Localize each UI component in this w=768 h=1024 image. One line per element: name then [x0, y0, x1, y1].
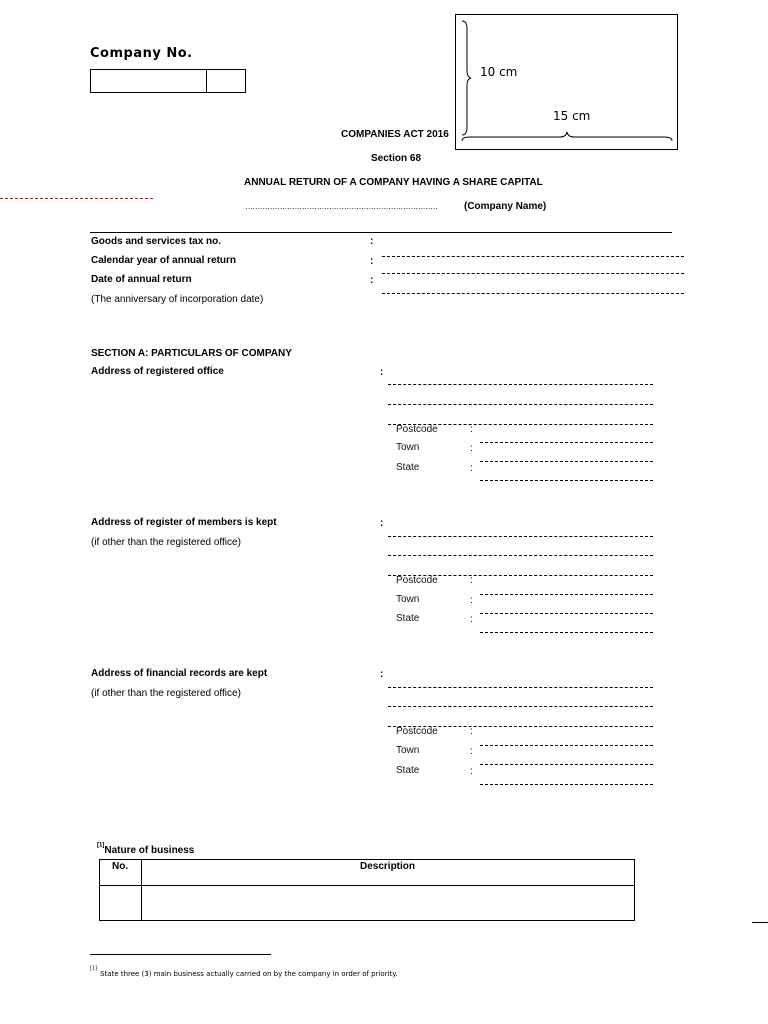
- table-cell-no[interactable]: [100, 886, 141, 920]
- financial-records-town-label: Town: [396, 745, 420, 756]
- calendar-year-input[interactable]: [382, 273, 684, 274]
- business-table: [99, 859, 635, 921]
- width-label: 15 cm: [553, 109, 591, 123]
- gst-input[interactable]: [382, 256, 684, 257]
- members-register-label: Address of register of members is kept: [91, 517, 277, 528]
- financial-records-label: Address of financial records are kept: [91, 668, 268, 679]
- table-cell-description[interactable]: [142, 886, 634, 920]
- financial-records-postcode-colon: :: [470, 726, 473, 737]
- members-register-postcode-label: Postcode: [396, 575, 438, 586]
- company-no-label: Company No.: [90, 46, 193, 61]
- company-name-label: (Company Name): [464, 201, 547, 212]
- section-a-title: SECTION A: PARTICULARS OF COMPANY: [91, 348, 292, 359]
- date-note: (The anniversary of incorporation date): [91, 294, 264, 305]
- financial-records-line-2[interactable]: [388, 706, 653, 707]
- act-title: COMPANIES ACT 2016: [341, 129, 449, 140]
- date-input[interactable]: [382, 293, 684, 294]
- registered-office-line-2[interactable]: [388, 404, 653, 405]
- calendar-year-label: Calendar year of annual return: [91, 255, 237, 266]
- members-register-line-2[interactable]: [388, 555, 653, 556]
- registered-office-town-label: Town: [396, 442, 420, 453]
- date-colon: :: [370, 275, 374, 286]
- nature-of-business-title: Nature of business: [104, 845, 195, 856]
- col-header-description: Description: [360, 861, 416, 872]
- members-register-town-input[interactable]: [480, 613, 653, 614]
- members-register-town-label: Town: [396, 594, 420, 605]
- financial-records-colon: :: [380, 669, 384, 680]
- calendar-year-colon: :: [370, 256, 374, 267]
- members-register-line-1[interactable]: [388, 536, 653, 537]
- members-register-state-input[interactable]: [480, 632, 653, 633]
- financial-records-state-colon: :: [470, 766, 473, 777]
- financial-records-postcode-input[interactable]: [480, 745, 653, 746]
- financial-records-town-input[interactable]: [480, 764, 653, 765]
- registered-office-postcode-colon: :: [470, 424, 473, 435]
- financial-records-state-input[interactable]: [480, 784, 653, 785]
- registered-office-town-input[interactable]: [480, 461, 653, 462]
- members-register-postcode-input[interactable]: [480, 594, 653, 595]
- members-register-town-colon: :: [470, 595, 473, 606]
- registered-office-state-colon: :: [470, 463, 473, 474]
- margin-marker: [0, 198, 153, 199]
- height-brace-icon: [459, 19, 473, 137]
- height-label: 10 cm: [480, 65, 518, 79]
- registered-office-label: Address of registered office: [91, 366, 224, 377]
- header-rule: [90, 232, 672, 233]
- financial-records-postcode-label: Postcode: [396, 726, 438, 737]
- photo-box: [455, 14, 678, 150]
- gst-colon: :: [370, 236, 374, 247]
- financial-records-line-1[interactable]: [388, 687, 653, 688]
- financial-records-note: (if other than the registered office): [91, 688, 241, 699]
- width-brace-icon: [460, 129, 674, 143]
- members-register-state-colon: :: [470, 614, 473, 625]
- company-no-divider: [206, 69, 207, 93]
- registered-office-state-label: State: [396, 462, 420, 473]
- nature-of-business-heading: [97, 840, 194, 858]
- date-label: Date of annual return: [91, 274, 192, 285]
- footnote-marker: [1]: [90, 965, 98, 972]
- registered-office-state-input[interactable]: [480, 480, 653, 481]
- members-register-state-label: State: [396, 613, 420, 624]
- registered-office-postcode-label: Postcode: [396, 424, 438, 435]
- company-no-input[interactable]: [90, 69, 246, 93]
- financial-records-town-colon: :: [470, 746, 473, 757]
- company-name-dots: ……………………………………………………………………: [245, 202, 438, 211]
- members-register-postcode-colon: :: [470, 575, 473, 586]
- registered-office-line-1[interactable]: [388, 384, 653, 385]
- col-header-no: No.: [112, 861, 129, 872]
- nature-footnote-marker[interactable]: [1]: [97, 842, 105, 849]
- right-margin-mark: [752, 922, 768, 923]
- gst-label: Goods and services tax no.: [91, 236, 222, 247]
- financial-records-state-label: State: [396, 765, 420, 776]
- registered-office-colon: :: [380, 367, 384, 378]
- footnote: [90, 961, 398, 980]
- form-title: ANNUAL RETURN OF A COMPANY HAVING A SHARE CAPITAL: [244, 177, 543, 188]
- registered-office-postcode-input[interactable]: [480, 442, 653, 443]
- members-register-note: (if other than the registered office): [91, 537, 241, 548]
- members-register-colon: :: [380, 518, 384, 529]
- section-number: Section 68: [371, 153, 422, 164]
- footnote-rule: [90, 954, 271, 955]
- registered-office-town-colon: :: [470, 443, 473, 454]
- footnote-text: State three (3) main business actually carried on by the company in order of priority.: [100, 970, 398, 978]
